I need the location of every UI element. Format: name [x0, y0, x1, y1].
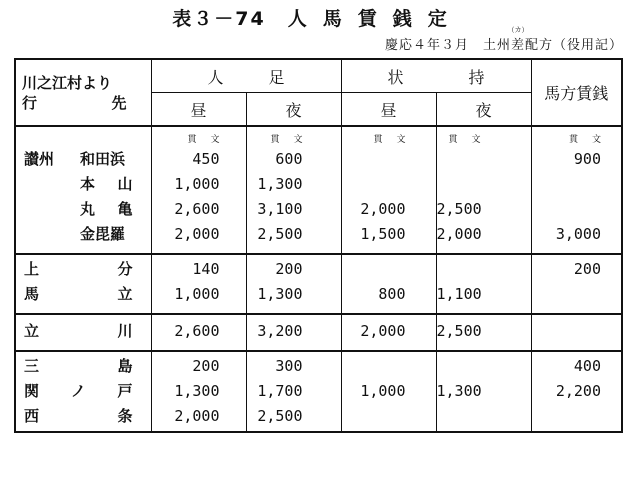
table-cell: 200 — [275, 260, 303, 278]
table-cell — [437, 172, 531, 197]
header-ninsoku-day: 昼 — [151, 93, 246, 127]
table-cell — [532, 282, 622, 307]
header-destination — [15, 59, 151, 126]
list-item: 上 分 — [24, 260, 133, 278]
header-ninsoku — [151, 59, 341, 93]
list-item: 馬 立 — [24, 285, 133, 303]
list-item: 讃州 和田浜 — [24, 150, 126, 168]
table-cell: 3,200 — [257, 322, 303, 340]
header-jouji-night: 夜 — [436, 93, 531, 127]
table-cell: 2,000 — [174, 407, 220, 425]
table-cell: 1,000 — [174, 175, 220, 193]
dest-col — [15, 254, 151, 314]
unit-label: 貫 文 — [373, 135, 406, 145]
table-cell: 600 — [275, 150, 303, 168]
group-2 — [15, 254, 622, 314]
list-item: 金毘羅 — [80, 225, 126, 243]
table-cell: 140 — [192, 260, 220, 278]
table-cell: 1,000 — [360, 382, 406, 400]
header-row-1 — [15, 59, 622, 93]
table-title — [0, 4, 635, 31]
subtitle-post: 配方（役用記） — [524, 38, 623, 53]
dest-col — [15, 126, 151, 254]
table-cell — [437, 257, 531, 282]
table-cell: 2,000 — [360, 322, 406, 340]
header-jouji — [341, 59, 531, 93]
list-item: 本 山 — [80, 175, 133, 193]
list-item: 関 ノ 戸 — [24, 382, 133, 400]
table-cell: 2,000 — [436, 225, 482, 243]
table-cell: 3,100 — [257, 200, 303, 218]
ninsoku-night-col — [246, 126, 341, 254]
table-cell — [437, 404, 531, 429]
table-cell: 1,000 — [174, 285, 220, 303]
ninsoku-day-col — [151, 126, 246, 254]
table-cell: 2,500 — [257, 407, 303, 425]
header-dest-line2-a: 行 — [22, 93, 38, 112]
subtitle-ruby-text: （カ） — [507, 26, 529, 34]
table-subtitle — [384, 26, 623, 53]
table-cell: 1,500 — [360, 225, 406, 243]
table-cell: 2,600 — [174, 322, 220, 340]
table-cell — [342, 404, 436, 429]
unit-label: 貫 文 — [270, 135, 303, 145]
table-cell: 400 — [573, 357, 601, 375]
header-ninsoku-a: 人 — [207, 67, 224, 87]
table-cell — [532, 197, 622, 222]
unit-label: 貫 文 — [568, 135, 601, 145]
table-cell — [342, 172, 436, 197]
fare-table — [14, 58, 623, 433]
unit-label: 貫 文 — [448, 135, 481, 145]
table-cell: 1,300 — [257, 175, 303, 193]
table-cell: 2,500 — [436, 200, 482, 218]
table-cell — [532, 404, 622, 429]
table-cell: 800 — [378, 285, 406, 303]
table-number: 表３－74 — [172, 8, 266, 30]
jouji-night-col — [436, 126, 531, 254]
list-item: 三 島 — [24, 357, 133, 375]
subtitle-ruby-base: 差 — [510, 38, 525, 53]
table-cell — [342, 257, 436, 282]
umakata-col — [531, 126, 622, 254]
header-jouji-day: 昼 — [341, 93, 436, 127]
table-cell: 2,000 — [174, 225, 220, 243]
header-ninsoku-b: 足 — [268, 67, 285, 87]
subtitle-ruby — [507, 26, 529, 53]
table-cell: 1,700 — [257, 382, 303, 400]
table-cell: 2,500 — [257, 225, 303, 243]
table-cell: 1,300 — [174, 382, 220, 400]
jouji-day-col — [341, 126, 436, 254]
table-cell: 300 — [275, 357, 303, 375]
table-cell: 2,200 — [555, 382, 601, 400]
table-cell: 900 — [573, 150, 601, 168]
list-item: 立 川 — [24, 322, 133, 340]
table-cell: 3,000 — [555, 225, 601, 243]
list-item: 西 条 — [24, 407, 133, 425]
unit-label: 貫 文 — [187, 135, 220, 145]
header-dest-line2-b: 先 — [111, 93, 127, 112]
dest-col — [15, 351, 151, 432]
table-name: 人馬賃銭定 — [287, 8, 463, 30]
table-cell — [342, 147, 436, 172]
table-cell: 2,500 — [436, 322, 482, 340]
header-ninsoku-night: 夜 — [246, 93, 341, 127]
header-dest-line1: 川之江村より — [22, 73, 113, 92]
table-cell — [342, 354, 436, 379]
table-cell: 2,600 — [174, 200, 220, 218]
group-4 — [15, 351, 622, 432]
table-cell — [437, 147, 531, 172]
table-cell: 450 — [192, 150, 220, 168]
table-cell: 200 — [192, 357, 220, 375]
table-cell: 1,100 — [436, 285, 482, 303]
header-jouji-a: 状 — [387, 67, 404, 87]
list-item: 丸 亀 — [80, 200, 133, 218]
table-cell: 2,000 — [360, 200, 406, 218]
header-umakata: 馬方賃銭 — [531, 59, 622, 126]
table-cell: 200 — [573, 260, 601, 278]
subtitle-pre: 慶応４年３月 土州 — [384, 38, 511, 53]
table-cell — [437, 354, 531, 379]
table-cell — [532, 319, 622, 344]
table-cell — [532, 172, 622, 197]
group-3 — [15, 314, 622, 351]
group-sanshu — [15, 126, 622, 254]
header-jouji-b: 持 — [468, 67, 485, 87]
table-cell: 1,300 — [436, 382, 482, 400]
dest-col — [15, 314, 151, 351]
table-cell: 1,300 — [257, 285, 303, 303]
